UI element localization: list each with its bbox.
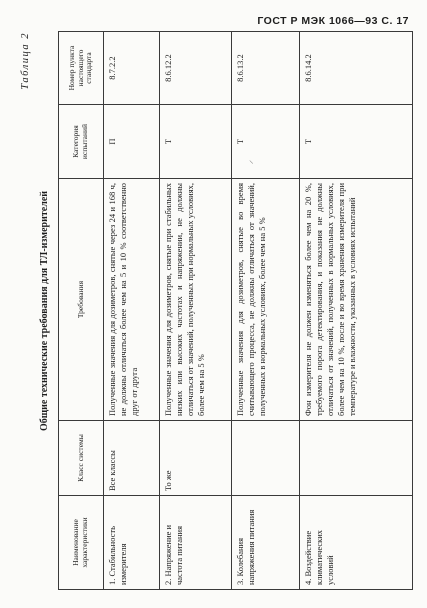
- cell-system-class: [232, 421, 300, 496]
- table-title: Общие технические требования для ТЛ-измерителей: [39, 190, 50, 432]
- page-header: ГОСТ Р МЭК 1066—93 С. 17: [257, 15, 409, 27]
- cell-requirement: Полученные значения для дозиметров, снятые через 24 и 168 ч, не должны отличаться более чем на 5 и 10 % соответственно друг от друга: [104, 179, 160, 421]
- column-header-requirement: Требования: [59, 179, 104, 421]
- cell-requirement: Фон измерителя не должен изменяться более чем на 20 %, требуемого порога детектирования, и показания не должны отличаться от значений, полученных в нормальных условиях, более чем на 10 %, после и во время хранения измерителя при температуре и влажности, указанных в условиях испытаний: [300, 179, 413, 421]
- requirements-table: [58, 31, 413, 590]
- cell-clause: 8.7.2.2: [104, 32, 160, 105]
- cell-characteristic: 2. Напряжение и частота питания: [160, 496, 232, 590]
- cell-characteristic: 4. Воздействие климатических условий: [300, 496, 413, 590]
- cell-test-category: Т: [232, 105, 300, 179]
- rotated-table-block: [20, 32, 413, 590]
- table-row: [160, 32, 232, 590]
- table-number: Таблица 2: [20, 32, 31, 90]
- scan-speck: ⸜: [249, 155, 254, 165]
- cell-requirement: Полученные значения для дозиметров, снятые во время считывающего процесса, не должны отличаться от значений, полученных в нормальных условиях, более чем на 5 %: [232, 179, 300, 421]
- table-row: [232, 32, 300, 590]
- column-header-system-class: Класс системы: [59, 421, 104, 496]
- cell-test-category: Т: [300, 105, 413, 179]
- cell-requirement: Полученные значения для дозиметров, снятые при стабильных низких или высоких частотах и напряжении, не должны отличаться от значений, полученных при нормальных условиях, более чем на 5 %: [160, 179, 232, 421]
- cell-clause: 8.6.12.2: [160, 32, 232, 105]
- cell-characteristic: 3. Колебания напряжения питания: [232, 496, 300, 590]
- cell-characteristic: 1. Стабильность измерителя: [104, 496, 160, 590]
- table-row: [104, 32, 160, 590]
- cell-test-category: П: [104, 105, 160, 179]
- cell-system-class: Все классы: [104, 421, 160, 496]
- column-header-clause: Номер пункта настоящего стандарта: [59, 32, 104, 105]
- cell-system-class: То же: [160, 421, 232, 496]
- table-row: [300, 32, 413, 590]
- cell-system-class: [300, 421, 413, 496]
- cell-clause: 8.6.14.2: [300, 32, 413, 105]
- cell-clause: 8.6.13.2: [232, 32, 300, 105]
- column-header-characteristic: Наименование характеристики: [59, 496, 104, 590]
- cell-test-category: Т: [160, 105, 232, 179]
- column-header-test-category: Категория испытаний: [59, 105, 104, 179]
- table-header-row: [59, 32, 104, 590]
